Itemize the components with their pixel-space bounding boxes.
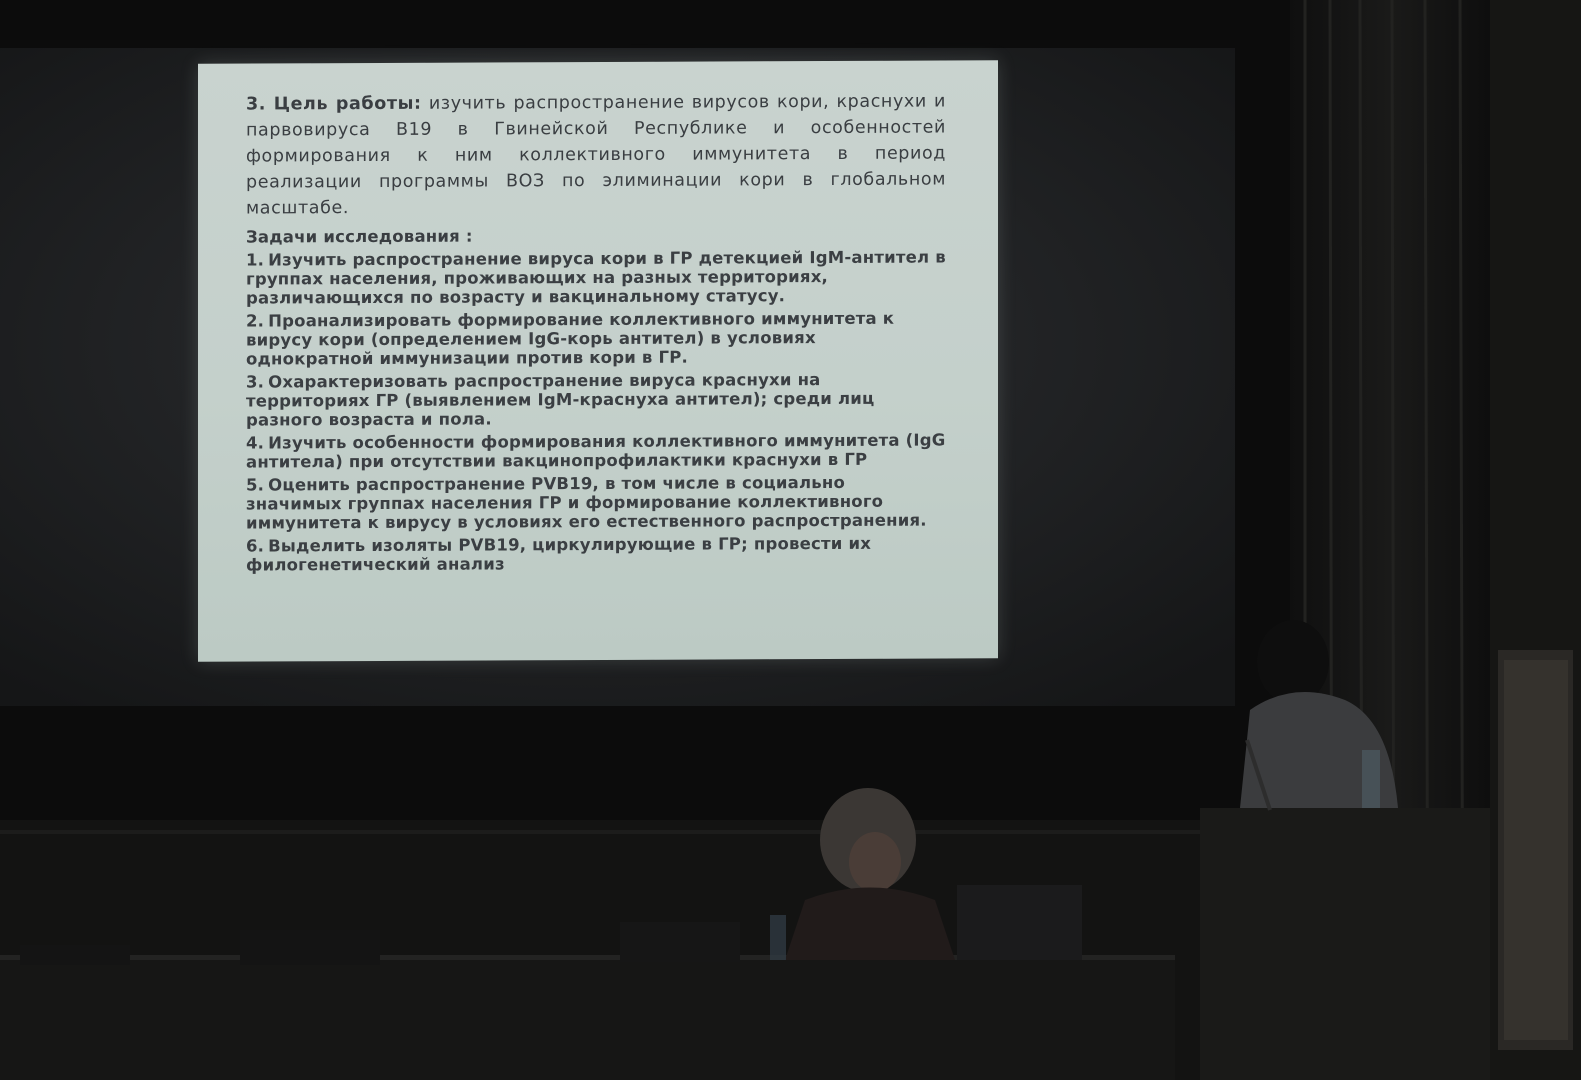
laptop bbox=[957, 885, 1082, 960]
task-item bbox=[246, 247, 946, 307]
task-number: 2. bbox=[246, 311, 265, 331]
presenter-table bbox=[0, 958, 1175, 1080]
task-item bbox=[246, 308, 946, 368]
podium bbox=[1200, 808, 1490, 1080]
task-number: 6. bbox=[246, 536, 265, 556]
task-item bbox=[246, 472, 946, 532]
task-list bbox=[246, 247, 946, 574]
slide-goal bbox=[246, 88, 946, 221]
water-bottle bbox=[1362, 750, 1380, 808]
task-item bbox=[246, 533, 946, 574]
goal-label: 3. Цель работы: bbox=[246, 93, 422, 115]
task-number: 1. bbox=[246, 250, 265, 270]
task-item bbox=[246, 430, 946, 471]
task-item bbox=[246, 369, 946, 429]
slide-content bbox=[246, 88, 946, 578]
task-text: Выделить изоляты PVB19, циркулирующие в ГР; провести их филогенетический анализ bbox=[246, 533, 872, 575]
task-number: 5. bbox=[246, 475, 265, 495]
task-text: Проанализировать формирование коллективного иммунитета к вирусу кори (определением IgG-корь антител) в условиях однократной иммунизации против кори в ГР. bbox=[246, 308, 895, 369]
presentation-slide bbox=[198, 60, 998, 661]
task-text: Изучить распространение вируса кори в ГР детекцией IgM-антител в группах населения, проживающих на разных территориях, различающихся по возрасту и вакцинальному статусу. bbox=[246, 247, 946, 308]
task-text: Оценить распространение PVB19, в том числе в социально значимых группах населения ГР и формирование коллективного иммунитета к вирусу в условиях его естественного распространения. bbox=[246, 472, 927, 533]
task-number: 3. bbox=[246, 372, 265, 392]
goal-text: изучить распространение вирусов кори, краснухи и парвовируса В19 в Гвинейской Республике и особенностей формирования к ним коллективного иммунитета в период реализации программы ВОЗ по элиминации кори в глобальном масштабе. bbox=[246, 91, 947, 219]
task-text: Изучить особенности формирования коллективного иммунитета (IgG антитела) при отсутствии вакцинопрофилактики краснухи в ГР bbox=[246, 430, 946, 472]
task-number: 4. bbox=[246, 433, 265, 453]
tasks-heading: Задачи исследования : bbox=[246, 226, 473, 247]
task-text: Охарактеризовать распространение вируса краснухи на территориях ГР (выявлением IgM-краснуха антител); среди лиц разного возраста и пола. bbox=[246, 370, 875, 430]
